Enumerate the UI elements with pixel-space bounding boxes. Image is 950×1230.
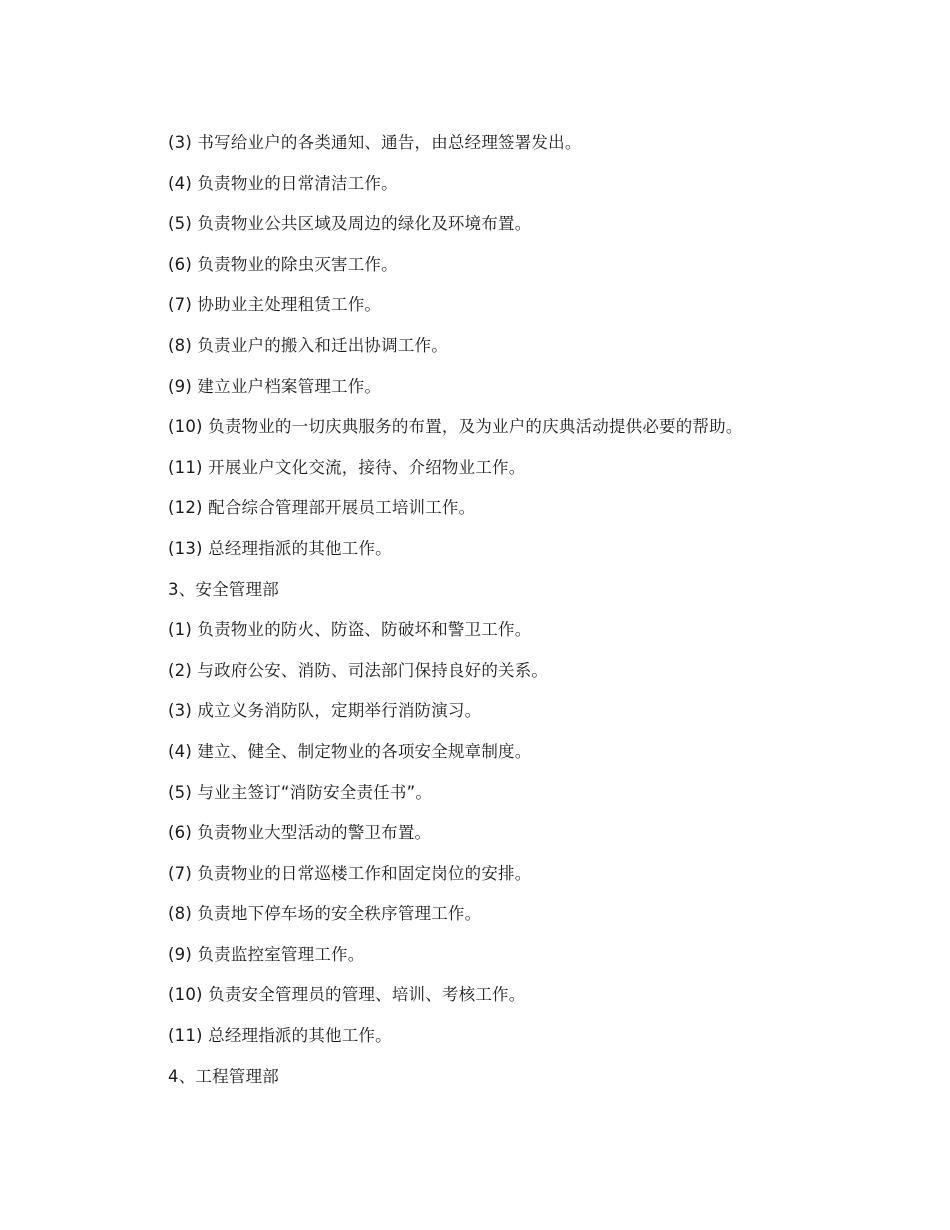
list-item: (4) 负责物业的日常清洁工作。: [168, 173, 398, 193]
document-body: [168, 129, 888, 1103]
list-item: (3) 成立义务消防队，定期举行消防演习。: [168, 701, 482, 721]
list-item: (1) 负责物业的防火、防盗、防破坏和警卫工作。: [168, 620, 532, 640]
list-item: (8) 负责地下停车场的安全秩序管理工作。: [168, 904, 482, 924]
list-item: (12) 配合综合管理部开展员工培训工作。: [168, 498, 476, 518]
list-item: (5) 负责物业公共区域及周边的绿化及环境布置。: [168, 214, 532, 234]
list-item: (3) 书写给业户的各类通知、通告，由总经理签署发出。: [168, 133, 582, 152]
section-heading: 3、安全管理部: [168, 579, 279, 599]
list-item: (5) 与业主签订“消防安全责任书”。: [168, 782, 433, 802]
list-item: (10) 负责安全管理员的管理、培训、考核工作。: [168, 985, 526, 1005]
list-item: (8) 负责业户的搬入和迁出协调工作。: [168, 335, 448, 355]
list-item: (9) 建立业户档案管理工作。: [168, 376, 382, 396]
list-item: (11) 总经理指派的其他工作。: [168, 1026, 392, 1046]
list-item: (7) 协助业主处理租赁工作。: [168, 295, 382, 315]
list-item: (7) 负责物业的日常巡楼工作和固定岗位的安排。: [168, 863, 532, 883]
list-item: (11) 开展业户文化交流，接待、介绍物业工作。: [168, 457, 526, 477]
list-item: (10) 负责物业的一切庆典服务的布置，及为业户的庆典活动提供必要的帮助。: [168, 417, 743, 437]
list-item: (13) 总经理指派的其他工作。: [168, 538, 392, 558]
list-item: (2) 与政府公安、消防、司法部门保持良好的关系。: [168, 660, 549, 680]
list-item: (9) 负责监控室管理工作。: [168, 944, 365, 964]
list-item: (6) 负责物业大型活动的警卫布置。: [168, 823, 432, 843]
section-heading: 4、工程管理部: [168, 1066, 279, 1086]
list-item: (4) 建立、健全、制定物业的各项安全规章制度。: [168, 741, 532, 761]
list-item: (6) 负责物业的除虫灭害工作。: [168, 254, 398, 274]
